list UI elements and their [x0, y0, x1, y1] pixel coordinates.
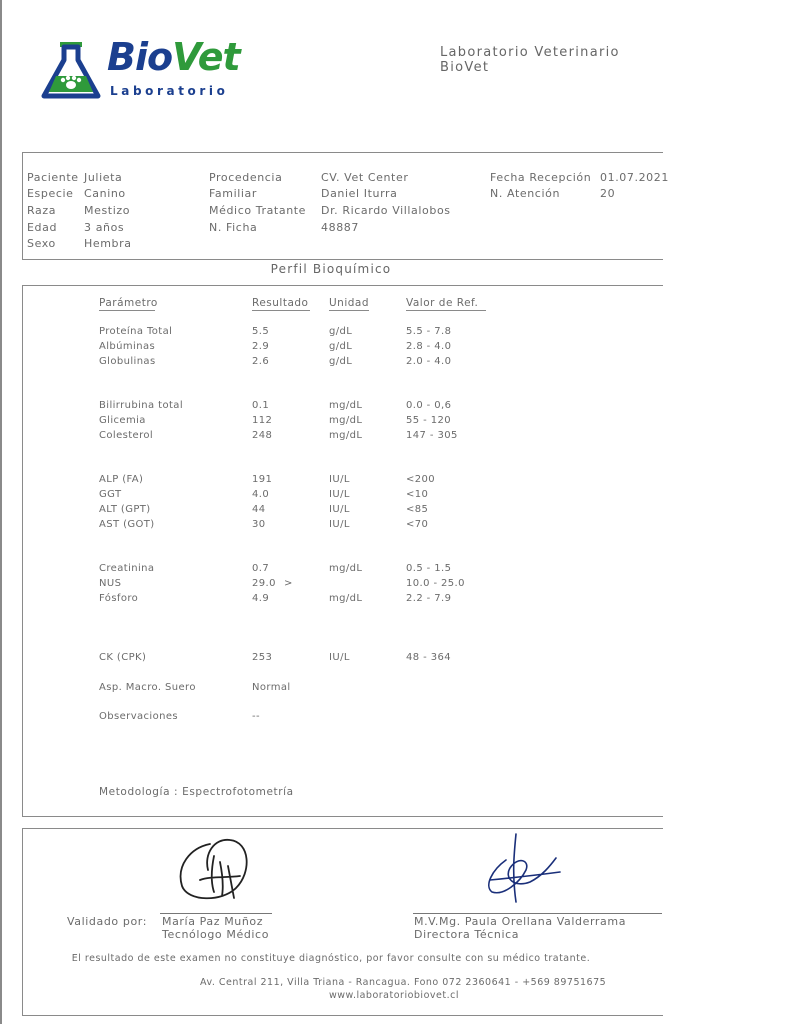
row-param: Proteína Total: [99, 326, 173, 337]
row-result: 29.0: [252, 578, 276, 589]
row-ref: 48 - 364: [406, 652, 451, 663]
row-result: 30: [252, 519, 266, 530]
paciente-value: Julieta: [84, 171, 123, 184]
row-ref: 2.0 - 4.0: [406, 356, 452, 367]
row-unit: IU/L: [329, 474, 350, 485]
validado-label: Validado por:: [67, 915, 148, 928]
fecha-value: 01.07.2021: [600, 171, 669, 184]
procedencia-label: Procedencia: [209, 171, 283, 184]
row-result: 0.7: [252, 563, 270, 574]
signature-2: [470, 830, 570, 910]
header-unidad: Unidad: [329, 297, 370, 309]
signer1-name: María Paz Muñoz: [162, 915, 264, 928]
row-ref: <70: [406, 519, 429, 530]
row-param: Glicemia: [99, 415, 146, 426]
row-unit: g/dL: [329, 341, 353, 352]
row-unit: g/dL: [329, 356, 353, 367]
familiar-label: Familiar: [209, 187, 258, 200]
row-result: 4.9: [252, 593, 270, 604]
row-param: Fósforo: [99, 593, 139, 604]
row-param: AST (GOT): [99, 519, 155, 530]
signature-line-2: [413, 913, 662, 914]
row-unit: mg/dL: [329, 415, 363, 426]
row-ref: <10: [406, 489, 429, 500]
edad-label: Edad: [27, 221, 58, 234]
medico-label: Médico Tratante: [209, 204, 307, 217]
section-title: Perfil Bioquímico: [270, 262, 392, 276]
signature-line-1: [160, 913, 272, 914]
brand-vet: Vet: [172, 35, 240, 79]
row-param: Creatinina: [99, 563, 155, 574]
especie-value: Canino: [84, 187, 126, 200]
brand-subtitle: Laboratorio: [110, 84, 229, 98]
header-resultado: Resultado: [252, 297, 309, 309]
row-param: ALT (GPT): [99, 504, 151, 515]
raza-label: Raza: [27, 204, 57, 217]
row-unit: IU/L: [329, 519, 350, 530]
row-param: Globulinas: [99, 356, 156, 367]
signer2-name: M.V.Mg. Paula Orellana Valderrama: [414, 915, 627, 928]
row-ref: 5.5 - 7.8: [406, 326, 452, 337]
row-ref: <85: [406, 504, 429, 515]
row-ref: 10.0 - 25.0: [406, 578, 465, 589]
row-result: 253: [252, 652, 273, 663]
row-unit: mg/dL: [329, 400, 363, 411]
signature-1: [170, 836, 260, 906]
row-param: Albúminas: [99, 341, 156, 352]
row-result: 2.9: [252, 341, 270, 352]
row-param: Asp. Macro. Suero: [99, 682, 196, 693]
row-param: Colesterol: [99, 430, 154, 441]
row-param: Bilirrubina total: [99, 400, 184, 411]
row-result: 4.0: [252, 489, 270, 500]
row-unit: g/dL: [329, 326, 353, 337]
row-ref: 55 - 120: [406, 415, 451, 426]
flask-paw-icon: [42, 40, 100, 100]
atencion-label: N. Atención: [490, 187, 561, 200]
row-param: NUS: [99, 578, 122, 589]
familiar-value: Daniel Iturra: [321, 187, 398, 200]
fecha-label: Fecha Recepción: [490, 171, 592, 184]
row-unit: IU/L: [329, 652, 350, 663]
signer2-title: Directora Técnica: [414, 928, 520, 941]
row-result: 248: [252, 430, 273, 441]
ficha-value: 48887: [321, 221, 359, 234]
signer1-title: Tecnólogo Médico: [162, 928, 270, 941]
procedencia-value: CV. Vet Center: [321, 171, 409, 184]
sexo-value: Hembra: [84, 237, 132, 250]
row-ref: <200: [406, 474, 436, 485]
row-result: Normal: [252, 682, 291, 693]
brand-logo-text: [107, 35, 240, 79]
sexo-label: Sexo: [27, 237, 56, 250]
row-result: 0.1: [252, 400, 270, 411]
row-ref: 0.5 - 1.5: [406, 563, 452, 574]
lab-title: Laboratorio Veterinario BioVet: [440, 45, 620, 75]
row-unit: mg/dL: [329, 593, 363, 604]
row-param: GGT: [99, 489, 122, 500]
row-unit: mg/dL: [329, 563, 363, 574]
row-result: 44: [252, 504, 266, 515]
row-param: ALP (FA): [99, 474, 144, 485]
disclaimer: El resultado de este examen no constituye diagnóstico, por favor consulte con su médico tratante.: [71, 953, 591, 964]
row-param: CK (CPK): [99, 652, 147, 663]
row-ref: 147 - 305: [406, 430, 458, 441]
metodologia: Metodología : Espectrofotometría: [99, 786, 294, 798]
row-ref: 2.2 - 7.9: [406, 593, 452, 604]
ficha-label: N. Ficha: [209, 221, 258, 234]
row-ref: 2.8 - 4.0: [406, 341, 452, 352]
row-result: 112: [252, 415, 273, 426]
edad-value: 3 años: [84, 221, 125, 234]
row-flag: >: [284, 578, 293, 589]
row-unit: IU/L: [329, 504, 350, 515]
row-unit: IU/L: [329, 489, 350, 500]
row-result: --: [252, 711, 261, 722]
raza-value: Mestizo: [84, 204, 131, 217]
website-link[interactable]: www.laboratoriobiovet.cl: [329, 990, 459, 1001]
page-edge: [0, 0, 2, 1024]
header-parametro: Parámetro: [99, 297, 158, 309]
row-result: 5.5: [252, 326, 270, 337]
address: Av. Central 211, Villa Triana - Rancagua. Fono 072 2360641 - +569 89751675: [200, 977, 607, 988]
row-result: 191: [252, 474, 273, 485]
header-valor-ref: Valor de Ref.: [406, 297, 486, 311]
paciente-label: Paciente: [27, 171, 79, 184]
row-result: 2.6: [252, 356, 270, 367]
medico-value: Dr. Ricardo Villalobos: [321, 204, 451, 217]
brand-bio: Bio: [107, 35, 173, 79]
row-unit: mg/dL: [329, 430, 363, 441]
especie-label: Especie: [27, 187, 74, 200]
atencion-value: 20: [600, 187, 616, 200]
row-ref: 0.0 - 0,6: [406, 400, 452, 411]
row-param: Observaciones: [99, 711, 179, 722]
